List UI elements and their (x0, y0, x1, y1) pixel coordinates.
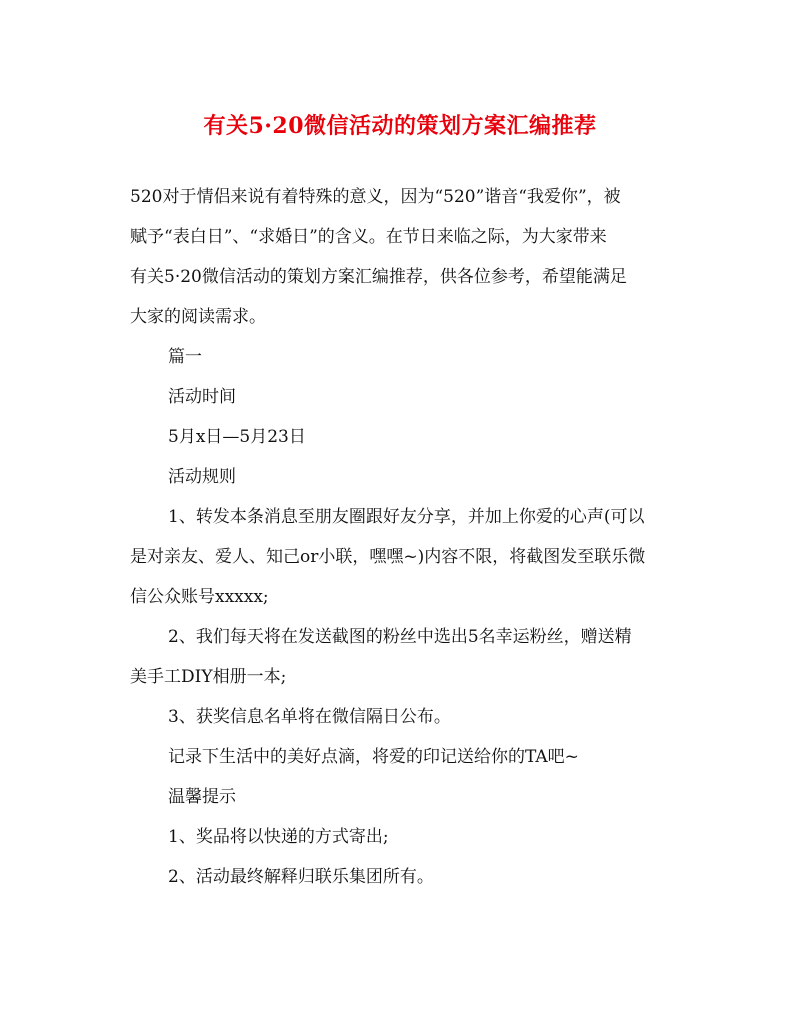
rule-1-line: 是对亲友、爱人、知己or小联，嘿嘿~)内容不限，将截图发至联乐微 (130, 547, 646, 567)
rule-2-line: 美手工DIY相册一本; (130, 667, 287, 687)
rule-1-line: 信公众账号xxxxx; (130, 587, 269, 607)
intro-paragraph (130, 177, 675, 337)
rule-3: 3、获奖信息名单将在微信隔日公布。 (168, 707, 451, 727)
intro-line: 有关5·20微信活动的策划方案汇编推荐，供各位参考，希望能满足 (130, 267, 627, 287)
rules-label: 活动规则 (168, 467, 236, 487)
rule-2-line: 2、我们每天将在发送截图的粉丝中选出5名幸运粉丝，赠送精 (168, 627, 632, 647)
section-label: 篇一 (168, 347, 202, 367)
tips-label: 温馨提示 (168, 787, 236, 807)
intro-line: 赋予“表白日”、“求婚日”的含义。在节日来临之际，为大家带来 (130, 227, 607, 247)
intro-line: 520对于情侣来说有着特殊的意义，因为“520”谐音“我爱你”，被 (130, 187, 621, 207)
activity-time-value: 5月x日—5月23日 (168, 427, 306, 447)
tip-1: 1、奖品将以快递的方式寄出; (168, 827, 389, 847)
intro-line: 大家的阅读需求。 (130, 307, 266, 327)
document-body (130, 337, 675, 897)
slogan: 记录下生活中的美好点滴，将爱的印记送给你的TA吧~ (168, 747, 579, 767)
tip-2: 2、活动最终解释归联乐集团所有。 (168, 867, 434, 887)
rule-1-line: 1、转发本条消息至朋友圈跟好友分享，并加上你爱的心声(可以 (168, 507, 645, 527)
document-title: 有关5·20微信活动的策划方案汇编推荐 (203, 113, 597, 139)
activity-time-label: 活动时间 (168, 387, 236, 407)
